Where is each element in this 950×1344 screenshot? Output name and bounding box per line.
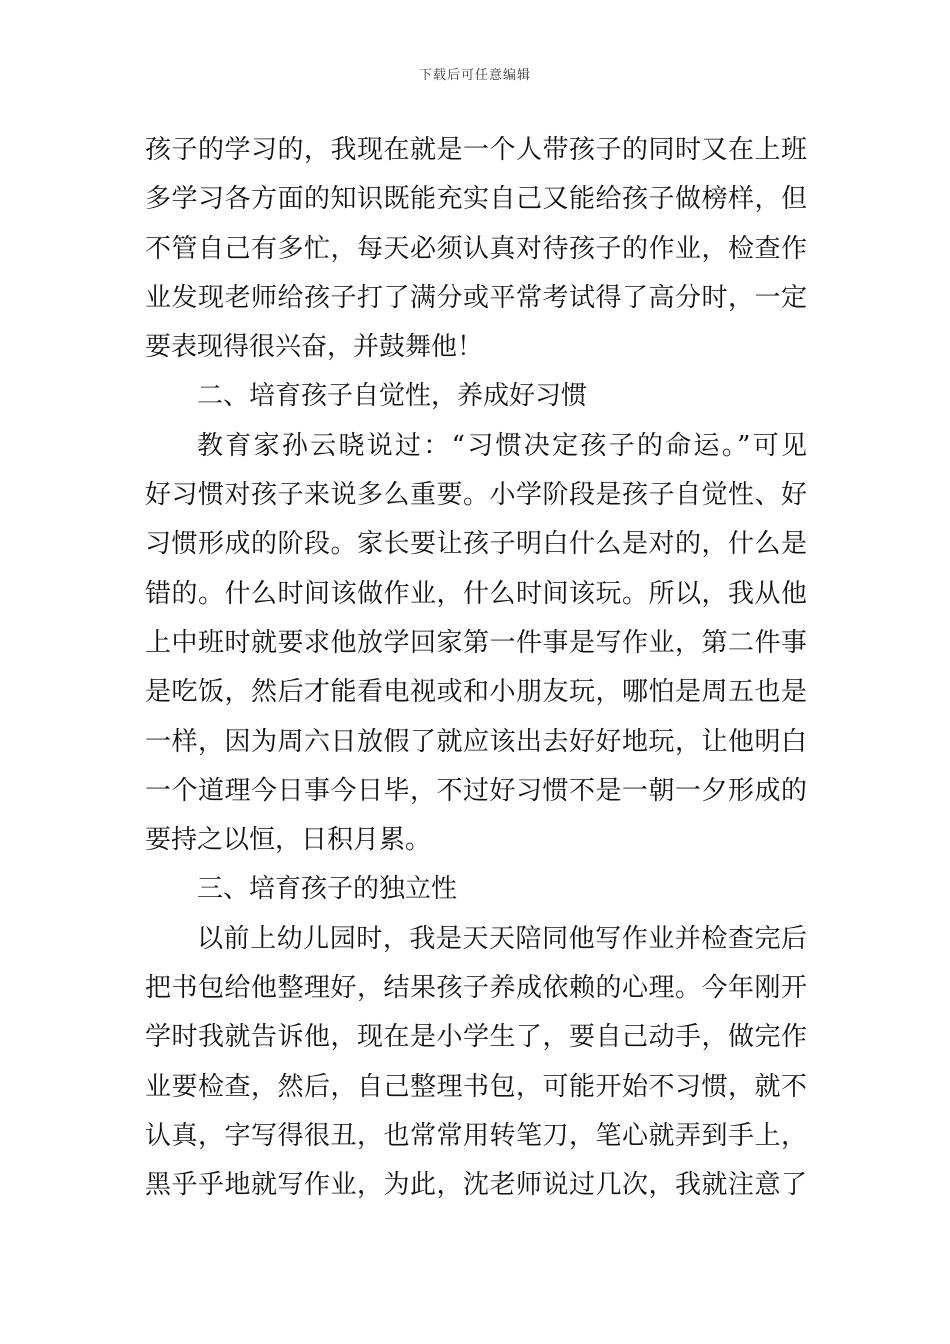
text-line: 业要检查，然后，自己整理书包，可能开始不习惯，就不 — [145, 1071, 807, 1102]
text-line: 多学习各方面的知识既能充实自己又能给孩子做榜样，但 — [145, 184, 807, 215]
section-heading: 二、培育孩子自觉性，养成好习惯 — [197, 381, 588, 412]
text-line: 好习惯对孩子来说多么重要。小学阶段是孩子自觉性、好 — [145, 480, 807, 511]
document-body — [145, 126, 807, 1211]
text-line: 是吃饭，然后才能看电视或和小朋友玩，哪怕是周五也是 — [145, 677, 807, 708]
text-line: 黑乎乎地就写作业，为此，沈老师说过几次，我就注意了 — [145, 1170, 807, 1201]
text-line: 以前上幼儿园时，我是天天陪同他写作业并检查完后 — [197, 923, 807, 954]
text-line: 要持之以恒，日积月累。 — [145, 825, 432, 856]
text-line: 业发现老师给孩子打了满分或平常考试得了高分时，一定 — [145, 282, 807, 313]
text-line: 错的。什么时间该做作业，什么时间该玩。所以，我从他 — [145, 578, 807, 609]
text-line: 把书包给他整理好，结果孩子养成依赖的心理。今年刚开 — [145, 973, 807, 1004]
text-line: 上中班时就要求他放学回家第一件事是写作业，第二件事 — [145, 627, 807, 658]
text-line: 教育家孙云晓说过：“习惯决定孩子的命运。”可见 — [197, 430, 807, 461]
text-line: 要表现得很兴奋，并鼓舞他！ — [145, 332, 484, 363]
text-line: 不管自己有多忙，每天必须认真对待孩子的作业，检查作 — [145, 233, 807, 264]
text-line: 习惯形成的阶段。家长要让孩子明白什么是对的，什么是 — [145, 529, 807, 560]
page-header: 下载后可任意编辑 — [418, 68, 531, 83]
text-line: 学时我就告诉他，现在是小学生了，要自己动手，做完作 — [145, 1022, 807, 1053]
text-line: 认真，字写得很丑，也常常用转笔刀，笔心就弄到手上， — [145, 1120, 807, 1151]
text-line: 一个道理今日事今日毕，不过好习惯不是一朝一夕形成的 — [145, 775, 807, 806]
text-line: 一样，因为周六日放假了就应该出去好好地玩，让他明白 — [145, 726, 807, 757]
section-heading: 三、培育孩子的独立性 — [197, 874, 458, 905]
text-line: 孩子的学习的，我现在就是一个人带孩子的同时又在上班 — [145, 135, 807, 165]
